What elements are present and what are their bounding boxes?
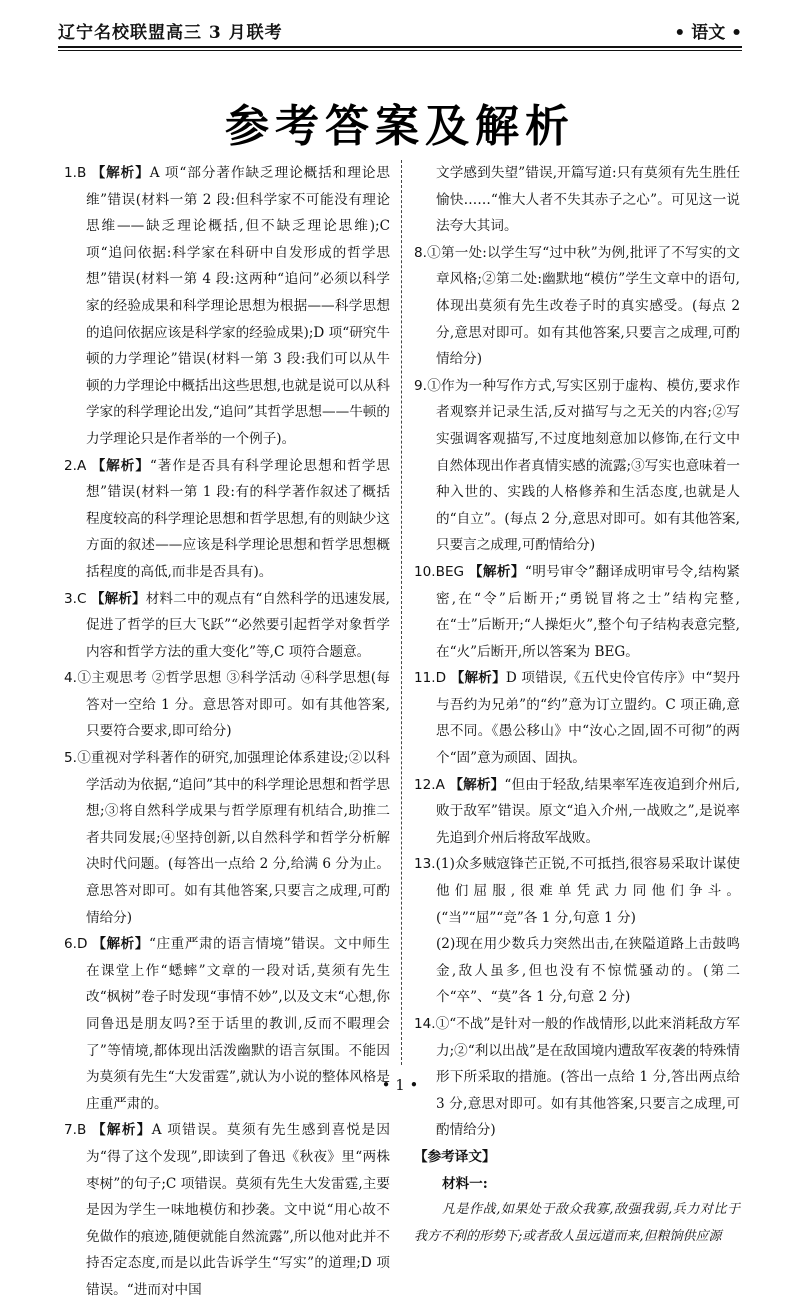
column-divider [401,160,402,1065]
answer-item-11: 11.D 【解析】D 项错误,《五代史伶官传序》中“契丹与吾约为兄弟”的“约”意为订立盟约。C 项正确,意思不同。《愚公移山》中“汝心之固,固不可彻”的两个“固”意为顽固、固执。 [414,670,740,767]
page-title: 参考答案及解析 [225,101,575,152]
answer-item-7: 7.B 【解析】A 项错误。莫须有先生感到喜悦是因为“得了这个发现”,即读到了鲁迅《秋夜》里“两株枣树”的句子;C 项错误。莫须有先生大发雷霆,主要是因为学生一味地模仿和抄袭。文中说“用心故不免做作的痕迹,随便就能自然流露”,所以他对此并不持否定态度,而是以此告诉学生“写实”的道理;D 项错误。“进而对中国 [64,1122,390,1298]
header-rule-thick [58,46,742,48]
answer-item-9: 9.①作为一种写作方式,写实区别于虚构、模仿,要求作者观察并记录生活,反对描写与之无关的内容;②写实强调客观描写,不过度地刻意加以修饰,在行文中自然体现出作者真情实感的流露;③写实也意味着一种入世的、实践的人格修养和生活态度,也就是人的“自立”。(每点 2 分,意思对即可。如有其他答案,只要言之成理,可酌情给分) [414,377,740,554]
answer-item-13-part-2: (2)现在用少数兵力突然出击,在狭隘道路上击鼓鸣金,敌人虽多,但也没有不惊慌骚动的。(第二个“卒”、“莫”各 1 分,句意 2 分) [436,936,740,1006]
translation-text: 凡是作战,如果处于敌众我寡,敌强我弱,兵力对比于我方不利的形势下;或者敌人虽远道而来,但粮饷供应源 [414,1202,740,1244]
answer-item-14: 14.①“不战”是针对一般的作战情形,以此来消耗敌方军力;②“利以出战”是在敌国境内遭敌军夜袭的特殊情形下所采取的措施。(答出一点给 1 分,答出两点给 3 分,意思对即可。如有其他答案,只要言之成理,可酌情给分) [414,1016,740,1139]
header-rule-thin [58,50,742,51]
subject-label: • 语文 • [674,23,742,43]
material-label: 材料一: [442,1175,488,1192]
answer-item-1: 1.B 【解析】A 项“部分著作缺乏理论概括和理论思维”错误(材料一第 2 段:但科学家不可能没有理论思维——缺乏理论概括,但不缺乏理论思维);C 项“追问依据:科学家在科研中自发形成的哲学思想”错误(材料一第 4 段:这两种“追问”必须以科学家的经验成果和科学理论思想为根据——科学思想的追问依据应该是科学家的经验成果);D 项“研究牛顿的力学理论”错误(材料一第 3 段:我们可以从牛顿的力学理论中概括出这些思想,也就是说可以从科学家的科学理论出发,“追问”其哲学思想——牛顿的力学理论只是作者举的一个例子)。 [64,165,391,447]
page-number: • 1 • [381,1076,419,1094]
left-column [64,160,390,1304]
answer-item-13: 13.(1)众多贼寇锋芒正锐,不可抵挡,很容易采取计谋使他们屈服,很难单凭武力同他们争斗。(“当”“屈”“竞”各 1 分,句意 1 分) [414,856,740,926]
answer-item-7-continued: 文学感到失望”错误,开篇写道:只有莫须有先生胜任愉快……“惟大人者不失其赤子之心”。可见这一说法夸大其词。 [436,165,740,235]
answer-item-5: 5.①重视对学科著作的研究,加强理论体系建设;②以科学活动为依据,“追问”其中的科学理论思想和哲学思想;③将自然科学成果与哲学原理有机结合,助推二者共同发展;④坚持创新,以自然科学和哲学分析解决时代问题。(每答出一点给 2 分,给满 6 分为止。意思答对即可。如有其他答案,只要言之成理,可酌情给分) [64,750,390,926]
answer-item-10: 10.BEG 【解析】“明号审令”翻译成明审号令,结构紧密,在“令”后断开;“勇锐冒将之士”结构完整,在“士”后断开;“人操炬火”,整个句子结构表意完整,在“火”后断开,所以答案为 BEG。 [414,563,740,660]
answer-item-4: 4.①主观思考 ②哲学思想 ③科学活动 ④科学思想(每答对一空给 1 分。意思答对即可。如有其他答案,只要符合要求,即可给分) [64,670,390,740]
answer-item-12: 12.A 【解析】“但由于轻敌,结果率军连夜追到介州后,败于敌军”错误。原文“追入介州,一战败之”,是说率先追到介州后将敌军战败。 [414,776,741,846]
reference-translation-heading: 【参考译文】 [414,1148,496,1165]
page-header [58,18,742,44]
exam-name: 辽宁名校联盟高三 3 月联考 [58,23,283,43]
answer-item-8: 8.①第一处:以学生写“过中秋”为例,批评了不写实的文章风格;②第二处:幽默地“模仿”学生文章中的语句,体现出莫须有先生改卷子时的真实感受。(每点 2 分,意思对即可。如有其他答案,只要言之成理,可酌情给分) [414,244,740,368]
answer-item-3: 3.C 【解析】材料二中的观点有“自然科学的迅速发展,促进了哲学的巨大飞跃”“必然要引起哲学对象哲学内容和哲学方法的重大变化”等,C 项符合题意。 [64,590,391,660]
answer-item-2: 2.A 【解析】“著作是否具有科学理论思想和哲学思想”错误(材料一第 1 段:有的科学著作叙述了概括程度较高的科学理论思想和哲学思想,有的则缺少这方面的叙述——应该是科学理论思想和哲学思想概括程度的高低,而非是否具有)。 [64,457,391,580]
answer-item-6: 6.D 【解析】“庄重严肃的语言情境”错误。文中师生在课堂上作“蟋蟀”文章的一段对话,莫须有先生改“枫树”卷子时发现“事情不妙”,以及文末“心想,你同鲁迅是朋友吗?至于话里的教训,反而不暇理会了”等情境,都体现出活泼幽默的语言氛围。不能因为莫须有先生“大发雷霆”,就认为小说的整体风格是庄重严肃的。 [64,936,390,1112]
